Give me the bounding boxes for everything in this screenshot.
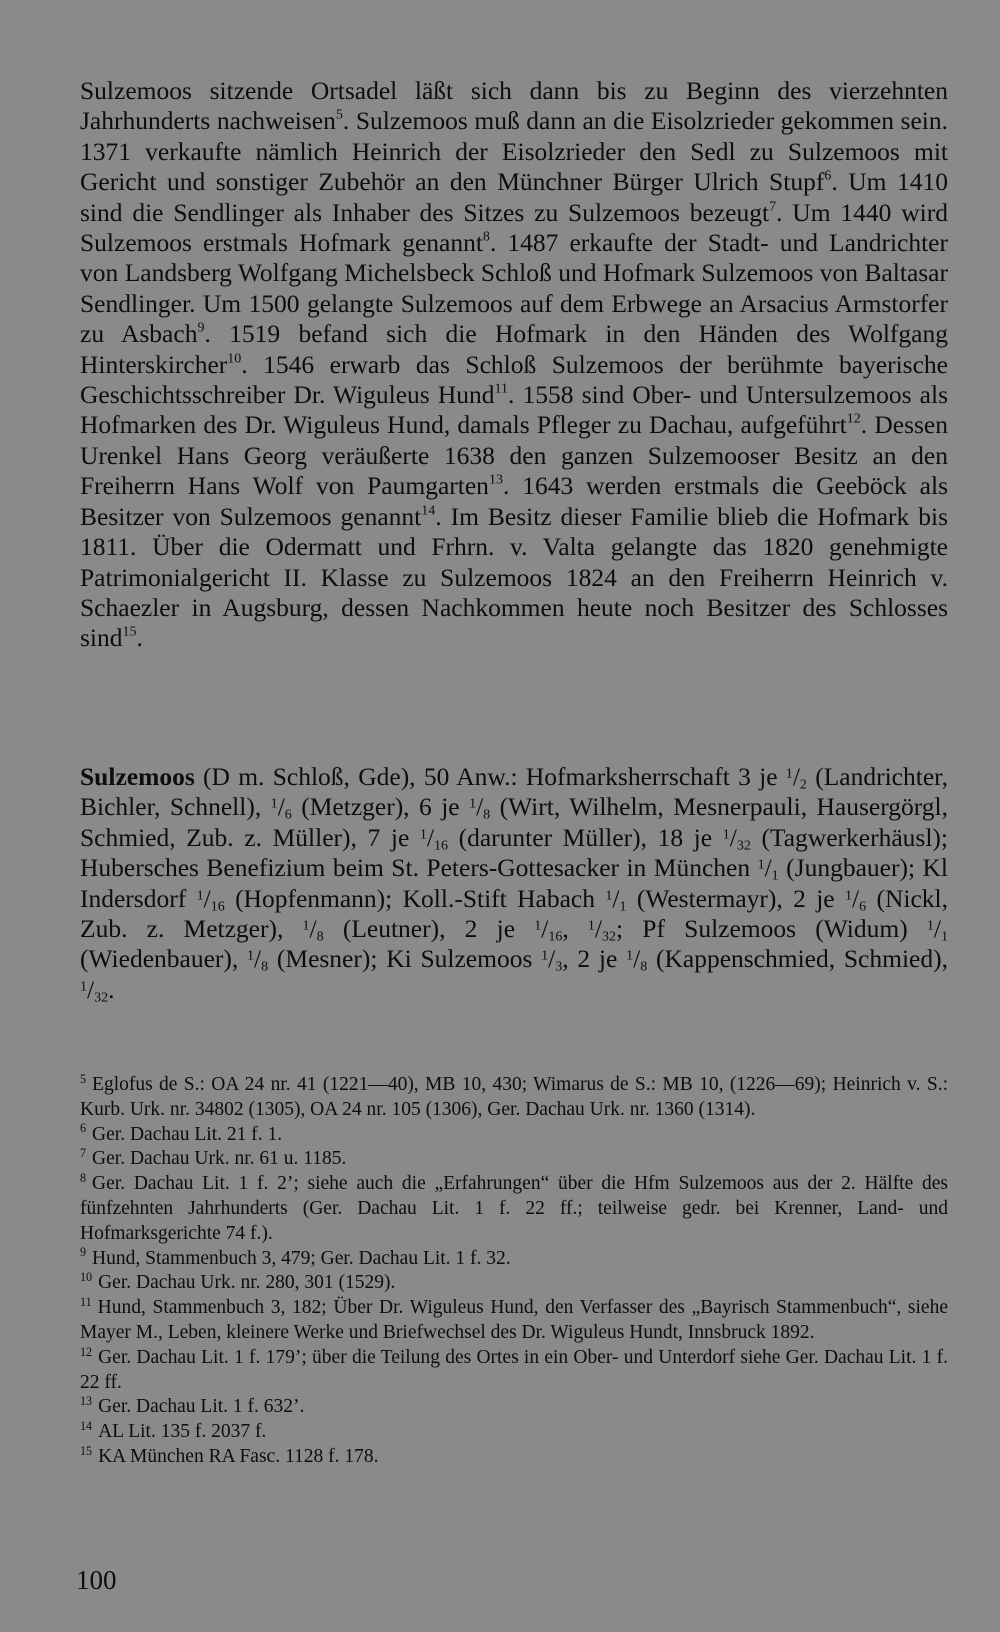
footnote-number: 7 (80, 1146, 87, 1161)
footnote-number: 14 (80, 1418, 93, 1433)
text-run: . 1519 befand sich die Hofmark in den Händen des Wolfgang Hinterskircher (80, 319, 948, 379)
fraction: $^1/_8$ (302, 914, 324, 945)
denominator: 32 (602, 929, 617, 945)
numerator: 1 (247, 948, 255, 964)
footnote-ref: 6 (824, 168, 832, 184)
footnote (80, 1445, 948, 1470)
footnote-ref: 8 (482, 229, 490, 245)
footnote-number: 13 (80, 1394, 93, 1409)
text-run: (Leutner), 2 je (323, 914, 535, 944)
numerator: 1 (926, 918, 934, 934)
fraction: $^1/_{16}$ (534, 914, 563, 945)
footnote-number: 12 (80, 1344, 93, 1359)
footnote (80, 1420, 948, 1445)
footnote-text: Ger. Dachau Urk. nr. 61 u. 1185. (92, 1148, 347, 1170)
denominator: 32 (736, 838, 751, 854)
footnote-number: 9 (80, 1245, 87, 1260)
footnote (80, 1123, 948, 1148)
text-run: Sulzemoos sitzende Ortsadel läßt sich dann bis zu Beginn des vierzehnten Jahrhunderts nachweisen (80, 76, 948, 136)
text-run: . Im Besitz dieser Familie blieb die Hofmark bis 1811. Über die Odermatt und Frhrn. v. Valta gelangte das 1820 genehmigte Patrimonialgericht II. Klasse zu Sulzemoos 1824 an den Freiherrn Heinrich v. Schaezler in Augsburg, dessen Nachkommen heute noch Besitzer des Schlosses sind (80, 501, 948, 653)
denominator: 16 (210, 899, 225, 915)
text-run: (Tagwerkerhäusl); Hubersches Benefizium beim St. Peters-Gottesacker in München (80, 822, 948, 883)
text-run: . 1546 erwarb das Schloß Sulzemoos der berühmte bayerische Geschichtsschreiber Dr. Wiguleus Hund (80, 349, 948, 410)
text-run: (Nickl, Zub. z. Metzger), (80, 883, 948, 944)
text-run: (darunter Müller), 18 je (448, 822, 723, 852)
footnote (80, 1172, 948, 1246)
footnote (80, 1147, 948, 1172)
footnote-ref: 10 (227, 351, 242, 367)
numerator: 1 (270, 796, 278, 812)
text-run: . (108, 974, 115, 1004)
entry-heading: Sulzemoos (80, 762, 195, 791)
text-run: . 1487 erkaufte der Stadt- und Landrichter von Landsberg Wolfgang Michelsbeck Schloß und Hofmark Sulzemoos von Baltasar Sendlinger. Um 1500 gelangte Sulzemoos auf dem Erbwege an Arsacius Armstorfer zu Asbach (80, 228, 948, 349)
denominator: 6 (284, 807, 292, 823)
fraction: $^1/_{32}$ (587, 914, 617, 945)
numerator: 1 (196, 887, 204, 903)
main-paragraph (80, 76, 948, 654)
fraction: $^1/_6$ (270, 792, 292, 823)
fraction: $^1/_8$ (626, 944, 648, 975)
denominator: 6 (859, 899, 867, 915)
text-run: (Wiedenbauer), (80, 944, 248, 974)
fraction: $^1/_{16}$ (196, 883, 225, 915)
footnote-text: KA München RA Fasc. 1128 f. 178. (98, 1445, 379, 1467)
footnote (80, 1271, 948, 1296)
footnote-number: 11 (80, 1294, 92, 1309)
footnote-ref: 5 (335, 107, 343, 123)
denominator: 1 (940, 929, 948, 945)
footnote-ref: 13 (488, 472, 503, 488)
text-run: . (136, 623, 143, 653)
footnote-ref: 7 (769, 199, 777, 215)
footnote-text: Ger. Dachau Urk. nr. 280, 301 (1529). (98, 1272, 396, 1294)
footnote-number: 10 (80, 1270, 93, 1285)
fraction: $^1/_1$ (926, 914, 948, 945)
text-run: . 1558 sind Ober- und Untersulzemoos als Hofmarken des Dr. Wiguleus Hund, damals Pfleger zu Dachau, aufgeführt (80, 380, 948, 440)
fraction: $^1/_{32}$ (80, 974, 109, 1006)
numerator: 1 (626, 948, 634, 964)
denominator: 8 (261, 959, 269, 975)
page-number: 100 (76, 1565, 117, 1595)
footnote (80, 1247, 948, 1272)
denominator: 32 (94, 990, 109, 1006)
text-run: . Um 1440 wird Sulzemoos erstmals Hofmark genannt (80, 197, 948, 258)
footnote-text: Ger. Dachau Lit. 1 f. 2’; siehe auch die „Erfahrungen“ über die Hfm Sulzemoos aus der 2. Hälfte des fünfzehnten Jahrhunderts (Ger. Dachau Lit. 1 f. 22 ff.; teilweise gedr. bei Krenner, Land- und Hofmarksgerichte 74 f.). (80, 1173, 948, 1244)
numerator: 1 (80, 979, 88, 995)
footnote-text: Ger. Dachau Lit. 21 f. 1. (92, 1123, 283, 1145)
denominator: 3 (555, 959, 563, 975)
fraction: $^1/_{16}$ (419, 822, 448, 854)
footnote (80, 1346, 948, 1396)
numerator: 1 (722, 827, 730, 843)
footnote (80, 1395, 948, 1420)
text-run: , (562, 914, 588, 944)
footnote (80, 1296, 948, 1346)
numerator: 1 (785, 766, 793, 782)
denominator: 1 (619, 899, 627, 915)
footnote-ref: 14 (421, 503, 436, 519)
numerator: 1 (757, 857, 765, 873)
fraction: $^1/_8$ (469, 792, 491, 823)
footnotes-list (80, 1073, 948, 1470)
footnote-number: 5 (80, 1071, 87, 1086)
denominator: 16 (548, 929, 563, 945)
fraction: $^1/_8$ (247, 944, 269, 975)
denominator: 1 (771, 868, 779, 884)
footnote-text: Hund, Stammenbuch 3, 182; Über Dr. Wiguleus Hund, den Verfasser des „Bayrisch Stammenbuch“, siehe Mayer M., Leben, kleinere Werke und Briefwechsel des Dr. Wiguleus Hundt, Innsbruck 1892. (80, 1297, 948, 1343)
footnote-ref: 11 (494, 381, 509, 397)
footnote-text: Hund, Stammenbuch 3, 479; Ger. Dachau Lit. 1 f. 32. (92, 1247, 511, 1269)
text-run: (Wirt, Wilhelm, Mesnerpauli, Hausergörgl, Schmied, Zub. z. Müller), 7 je (80, 792, 949, 852)
footnote-ref: 9 (197, 320, 205, 336)
footnote-text: Ger. Dachau Lit. 1 f. 632’. (98, 1396, 305, 1418)
denominator: 16 (433, 838, 448, 854)
denominator: 8 (640, 959, 648, 975)
footnote (80, 1073, 948, 1123)
fraction: $^1/_2$ (785, 762, 807, 793)
text-run: . Sulzemoos muß dann an die Eisolzrieder gekommen sein. 1371 verkaufte nämlich Heinrich der Eisolzrieder den Sedl zu Sulzemoos mit Gericht und sonstiger Zubehör an den Münchner Bürger Ulrich Stupf (80, 106, 949, 197)
numerator: 1 (419, 827, 427, 843)
fraction: $^1/_1$ (757, 853, 779, 884)
denominator: 8 (316, 929, 324, 945)
denominator: 2 (799, 777, 807, 793)
numerator: 1 (469, 796, 477, 812)
numerator: 1 (302, 918, 310, 934)
footnote-ref: 15 (122, 624, 137, 640)
footnote-text: Ger. Dachau Lit. 1 f. 179’; über die Teilung des Ortes in ein Ober- und Unterdorf siehe Ger. Dachau Lit. 1 f. 22 ff. (80, 1346, 948, 1393)
text-run: (Hopfenmann); Koll.-Stift Habach (224, 883, 606, 913)
numerator: 1 (534, 918, 542, 934)
text-run: (Metzger), 6 je (291, 792, 470, 822)
fraction: $^1/_6$ (844, 883, 867, 915)
text-run: . 1643 werden erstmals die Geeböck als Besitzer von Sulzemoos genannt (80, 471, 948, 531)
footnote-ref: 12 (846, 411, 861, 427)
text-run: (Mesner); Ki Sulzemoos (268, 944, 542, 974)
denominator: 8 (483, 807, 491, 823)
footnote-number: 6 (80, 1121, 87, 1136)
fraction: $^1/_{32}$ (722, 822, 751, 854)
text-run: , 2 je (562, 944, 627, 974)
footnote-text: AL Lit. 135 f. 2037 f. (98, 1421, 267, 1443)
numerator: 1 (844, 887, 852, 903)
numerator: 1 (541, 948, 549, 964)
place-entry (80, 762, 948, 1005)
fraction: $^1/_3$ (541, 944, 563, 975)
footnote-text: Eglofus de S.: OA 24 nr. 41 (1221—40), MB 10, 430; Wimarus de S.: MB 10, (1226—69); Heinrich v. S.: Kurb. Urk. nr. 34802 (1305), OA 24 nr. 105 (1306), Ger. Dachau Urk. nr. 1360 (1314). (80, 1074, 948, 1120)
text-run: (D m. Schloß, Gde), 50 Anw.: Hofmarksherrschaft 3 je (194, 762, 786, 791)
text-run: (Landrichter, Bichler, Schnell), (80, 762, 948, 822)
text-run: (Jungbauer); Kl Indersdorf (80, 853, 948, 913)
fraction: $^1/_1$ (605, 883, 627, 915)
text-run: . Um 1410 sind die Sendlinger als Inhaber des Sitzes zu Sulzemoos bezeugt (80, 167, 948, 227)
numerator: 1 (605, 887, 613, 903)
footnote-number: 15 (80, 1443, 93, 1458)
text-run: ; Pf Sulzemoos (Widum) (616, 914, 927, 944)
numerator: 1 (587, 918, 595, 934)
text-run: (Kappenschmied, Schmied), (647, 944, 948, 974)
footnote-number: 8 (80, 1170, 87, 1185)
text-run: . Dessen Urenkel Hans Georg veräußerte 1638 den ganzen Sulzemooser Besitz an den Freiherrn Hans Wolf von Paumgarten (80, 410, 948, 501)
text-run: (Westermayr), 2 je (626, 883, 845, 913)
